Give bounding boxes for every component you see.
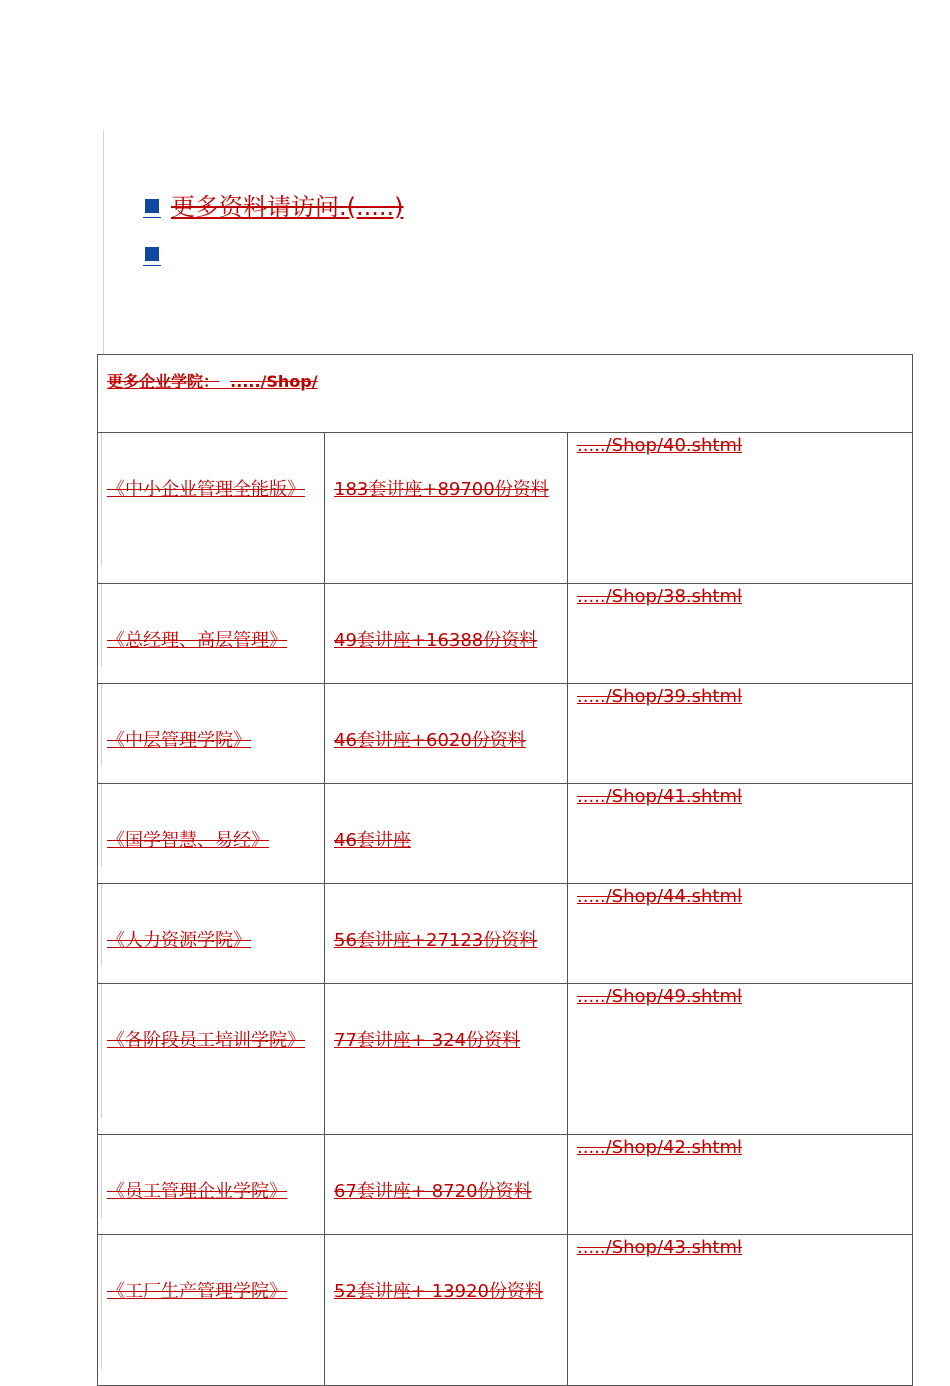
course-content-cell — [325, 1235, 568, 1386]
course-link[interactable]: ...../Shop/43.shtml — [577, 1237, 743, 1258]
course-name[interactable]: 《中小企业管理全能版》 — [107, 479, 305, 500]
square-bullet-icon — [145, 247, 159, 261]
header-label: 更多企业学院： — [107, 372, 220, 391]
course-link-cell — [568, 1235, 913, 1386]
course-name[interactable]: 《总经理、高层管理》 — [107, 630, 287, 651]
course-link[interactable]: ...../Shop/49.shtml — [577, 986, 743, 1007]
course-content-cell — [325, 684, 568, 784]
course-name[interactable]: 《人力资源学院》 — [107, 930, 251, 951]
course-link-cell — [568, 884, 913, 984]
course-name[interactable]: 《员工管理企业学院》 — [107, 1181, 287, 1202]
course-name[interactable]: 《国学智慧、易经》 — [107, 830, 269, 851]
table-row — [98, 684, 913, 784]
table-row — [98, 1235, 913, 1386]
course-name-cell — [98, 433, 325, 584]
table-row — [98, 1135, 913, 1235]
table-row — [98, 984, 913, 1135]
table-header-row — [98, 355, 913, 433]
course-content-cell — [325, 584, 568, 684]
course-link[interactable]: ...../Shop/38.shtml — [577, 586, 743, 607]
course-link[interactable]: ...../Shop/41.shtml — [577, 786, 743, 807]
course-content[interactable]: 183套讲座+89700份资料 — [334, 479, 549, 500]
course-content-cell — [325, 984, 568, 1135]
course-link-cell — [568, 784, 913, 884]
course-name-cell — [98, 1135, 325, 1235]
table-header-cell — [98, 355, 913, 433]
course-link-cell — [568, 584, 913, 684]
course-name-cell — [98, 884, 325, 984]
table-row — [98, 784, 913, 884]
course-name[interactable]: 《各阶段员工培训学院》 — [107, 1030, 305, 1051]
left-margin-rule — [103, 130, 104, 355]
top-link-list — [145, 188, 404, 284]
course-link[interactable]: ...../Shop/44.shtml — [577, 886, 743, 907]
course-name[interactable]: 《工厂生产管理学院》 — [107, 1281, 287, 1302]
course-content[interactable]: 67套讲座+ 8720份资料 — [334, 1181, 532, 1202]
course-link-cell — [568, 684, 913, 784]
course-content[interactable]: 56套讲座+27123份资料 — [334, 930, 538, 951]
course-content-cell — [325, 884, 568, 984]
course-name-cell — [98, 1235, 325, 1386]
shop-table — [97, 354, 913, 1386]
table-row — [98, 884, 913, 984]
table-row — [98, 584, 913, 684]
course-content-cell — [325, 433, 568, 584]
course-content-cell — [325, 784, 568, 884]
top-link-item[interactable] — [145, 188, 404, 236]
course-name-cell — [98, 584, 325, 684]
course-link-cell — [568, 1135, 913, 1235]
course-name-cell — [98, 684, 325, 784]
more-resources-link[interactable]: 更多资料请访问.(.....) — [171, 193, 404, 221]
header-shop-link[interactable]: ...../Shop/ — [230, 372, 318, 391]
course-content[interactable]: 52套讲座+ 13920份资料 — [334, 1281, 543, 1302]
course-link[interactable]: ...../Shop/42.shtml — [577, 1137, 743, 1158]
table-row — [98, 433, 913, 584]
top-link-item — [145, 236, 404, 284]
course-content[interactable]: 46套讲座 — [334, 830, 411, 851]
course-link-cell — [568, 433, 913, 584]
course-content-cell — [325, 1135, 568, 1235]
course-link[interactable]: ...../Shop/40.shtml — [577, 435, 743, 456]
course-content[interactable]: 77套讲座+ 324份资料 — [334, 1030, 521, 1051]
course-link[interactable]: ...../Shop/39.shtml — [577, 686, 743, 707]
course-content[interactable]: 46套讲座+6020份资料 — [334, 730, 526, 751]
square-bullet-icon — [145, 199, 159, 213]
course-content[interactable]: 49套讲座+16388份资料 — [334, 630, 538, 651]
course-name[interactable]: 《中层管理学院》 — [107, 730, 251, 751]
course-name-cell — [98, 784, 325, 884]
course-link-cell — [568, 984, 913, 1135]
course-name-cell — [98, 984, 325, 1135]
